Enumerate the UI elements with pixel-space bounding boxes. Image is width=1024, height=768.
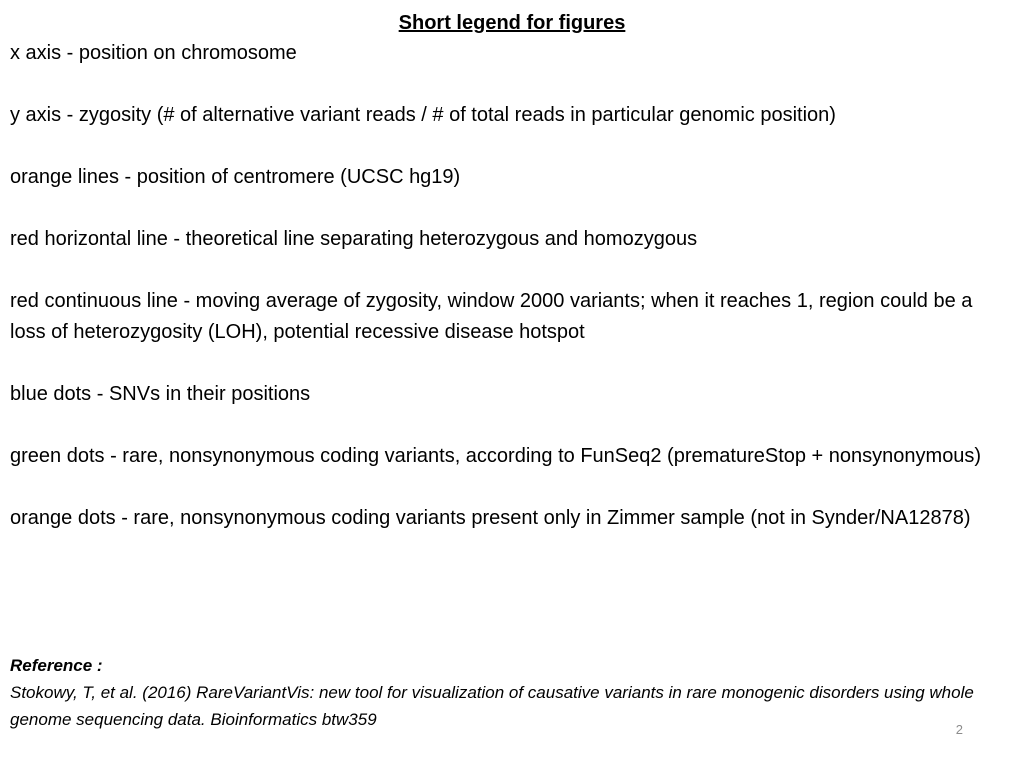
legend-item-orange-lines: orange lines - position of centromere (UCSC hg19) [10,166,461,188]
reference-citation: Stokowy, T, et al. (2016) RareVariantVis: new tool for visualization of causative variants in rare monogenic disorders using whole genome sequencing data. Bioinformatics btw359 [10,683,974,729]
reference-block [10,652,1010,733]
legend-item-x-axis: x axis - position on chromosome [10,42,297,64]
legend-item-orange-dots: orange dots - rare, nonsynonymous coding variants present only in Zimmer sample (not in Synder/NA12878) [10,507,971,529]
legend-item-red-continuous-line: red continuous line - moving average of zygosity, window 2000 variants; when it reaches 1, region could be a loss of heterozygosity (LOH), potential recessive disease hotspot [10,290,973,343]
slide-title: Short legend for figures [398,12,626,34]
legend-item-blue-dots: blue dots - SNVs in their positions [10,383,311,405]
legend-item-green-dots: green dots - rare, nonsynonymous coding variants, according to FunSeq2 (prematureStop + nonsynonymous) [10,445,982,467]
legend-list [10,38,1010,534]
page-number: 2 [955,722,963,737]
reference-heading: Reference : [10,656,103,675]
legend-item-y-axis: y axis - zygosity (# of alternative variant reads / # of total reads in particular genomic position) [10,104,836,126]
legend-item-red-horizontal-line: red horizontal line - theoretical line separating heterozygous and homozygous [10,228,698,250]
